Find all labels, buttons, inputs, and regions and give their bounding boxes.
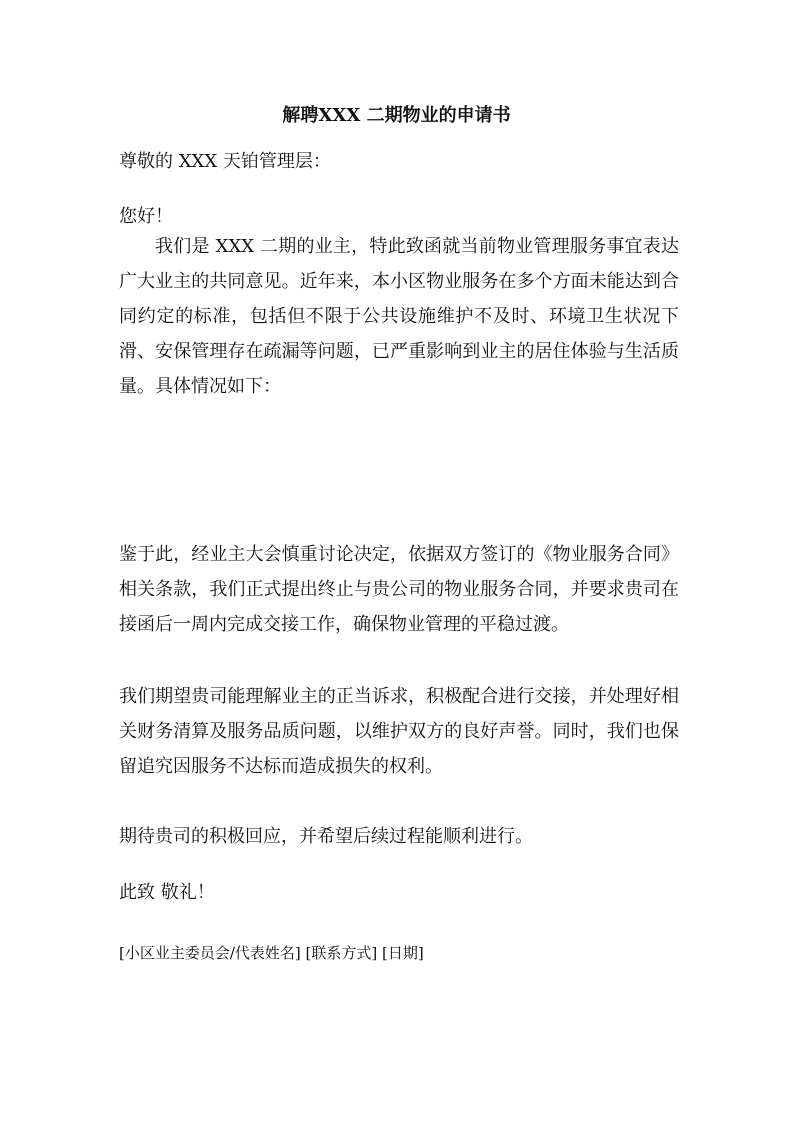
paragraph-expectation: 我们期望贵司能理解业主的正当诉求，积极配合进行交接，并处理好相关财务清算及服务品质问题，以维护双方的良好声誉。同时，我们也保留追究因服务不达标而造成损失的权利。	[119, 686, 679, 777]
signature-line: [小区业主委员会/代表姓名] [联系方式] [日期]	[119, 944, 424, 962]
closing: 此致 敬礼！	[119, 882, 215, 903]
paragraph-termination: 鉴于此，经业主大会慎重讨论决定，依据双方签订的《物业服务合同》相关条款，我们正式提出终止与贵公司的物业服务合同，并要求贵司在接函后一周内完成交接工作，确保物业管理的平稳过渡。	[119, 544, 679, 635]
greeting: 您好！	[119, 206, 173, 227]
paragraph-hope: 期待贵司的积极回应，并希望后续过程能顺利进行。	[119, 826, 533, 847]
document-title: 解聘XXX 二期物业的申请书	[282, 105, 511, 126]
paragraph-intro: 我们是 XXX 二期的业主，特此致函就当前物业管理服务事宜表达广大业主的共同意见。近年来，本小区物业服务在多个方面未能达到合同约定的标准，包括但不限于公共设施维护不及时、环境卫生状况下滑、安保管理存在疏漏等问题，已严重影响到业主的居住体验与生活质量。具体情况如下：	[119, 236, 679, 397]
salutation: 尊敬的 XXX 天铂管理层：	[119, 151, 331, 172]
